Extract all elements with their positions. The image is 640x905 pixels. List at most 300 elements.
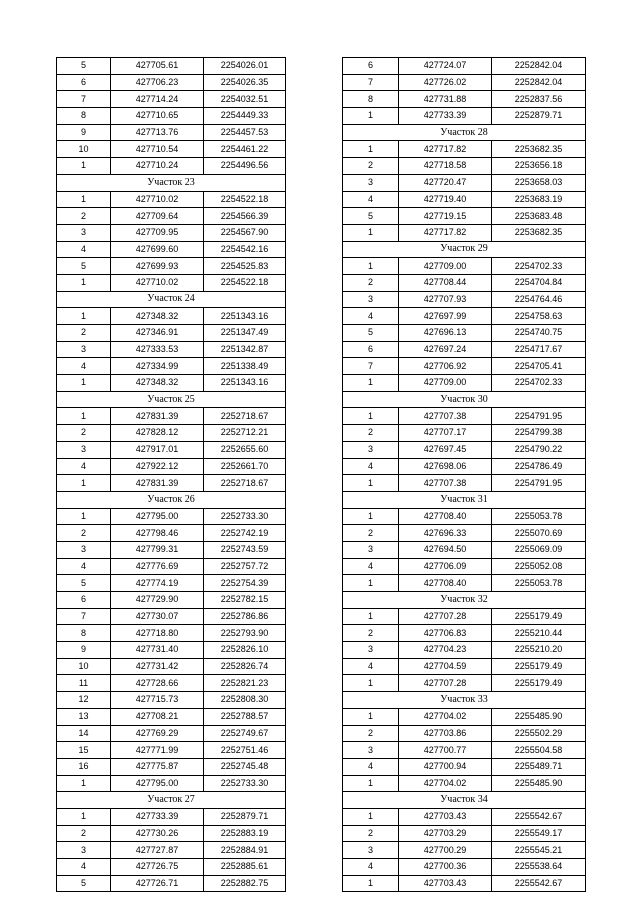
point-number-cell: 7	[343, 358, 399, 375]
y-coordinate-cell: 2255485.90	[492, 708, 586, 725]
point-number-cell: 1	[343, 224, 399, 241]
table-row	[343, 525, 586, 542]
y-coordinate-cell: 2252883.19	[204, 825, 286, 842]
y-coordinate-cell: 2251338.49	[204, 358, 286, 375]
point-number-cell: 2	[57, 425, 111, 442]
x-coordinate-cell: 427719.40	[399, 191, 492, 208]
table-row	[57, 725, 286, 742]
y-coordinate-cell: 2254702.33	[492, 375, 586, 392]
section-title: Участок 27	[57, 792, 286, 809]
table-row	[343, 341, 586, 358]
point-number-cell: 1	[57, 775, 111, 792]
y-coordinate-cell: 2253682.35	[492, 141, 586, 158]
x-coordinate-cell: 427717.82	[399, 141, 492, 158]
x-coordinate-cell: 427710.24	[111, 158, 204, 175]
table-row	[343, 258, 586, 275]
x-coordinate-cell: 427713.76	[111, 124, 204, 141]
y-coordinate-cell: 2255210.44	[492, 625, 586, 642]
point-number-cell: 10	[57, 658, 111, 675]
table-row	[57, 341, 286, 358]
section-title: Участок 26	[57, 491, 286, 508]
table-row	[343, 742, 586, 759]
point-number-cell: 3	[57, 541, 111, 558]
table-row	[57, 859, 286, 876]
y-coordinate-cell: 2255210.20	[492, 642, 586, 659]
y-coordinate-cell: 2255053.78	[492, 575, 586, 592]
point-number-cell: 4	[343, 758, 399, 775]
point-number-cell: 10	[57, 141, 111, 158]
section-header-row	[57, 792, 286, 809]
table-row	[343, 825, 586, 842]
y-coordinate-cell: 2252661.70	[204, 458, 286, 475]
x-coordinate-cell: 427700.29	[399, 842, 492, 859]
table-row	[57, 592, 286, 609]
y-coordinate-cell: 2254740.75	[492, 325, 586, 342]
point-number-cell: 5	[57, 575, 111, 592]
x-coordinate-cell: 427730.07	[111, 608, 204, 625]
x-coordinate-cell: 427697.99	[399, 308, 492, 325]
x-coordinate-cell: 427708.40	[399, 508, 492, 525]
x-coordinate-cell: 427715.73	[111, 692, 204, 709]
point-number-cell: 3	[343, 441, 399, 458]
y-coordinate-cell: 2254026.01	[204, 58, 286, 75]
y-coordinate-cell: 2254705.41	[492, 358, 586, 375]
point-number-cell: 3	[343, 642, 399, 659]
table-row	[57, 842, 286, 859]
table-row	[343, 808, 586, 825]
point-number-cell: 2	[57, 825, 111, 842]
x-coordinate-cell: 427703.43	[399, 875, 492, 892]
x-coordinate-cell: 427703.29	[399, 825, 492, 842]
y-coordinate-cell: 2252826.74	[204, 658, 286, 675]
y-coordinate-cell: 2255052.08	[492, 558, 586, 575]
table-row	[57, 441, 286, 458]
table-row	[343, 558, 586, 575]
point-number-cell: 6	[57, 592, 111, 609]
point-number-cell: 9	[57, 124, 111, 141]
section-title: Участок 33	[343, 692, 586, 709]
point-number-cell: 4	[343, 658, 399, 675]
table-row	[343, 441, 586, 458]
point-number-cell: 15	[57, 742, 111, 759]
coordinates-table-right	[342, 57, 586, 892]
x-coordinate-cell: 427348.32	[111, 308, 204, 325]
table-row	[343, 508, 586, 525]
y-coordinate-cell: 2255542.67	[492, 808, 586, 825]
table-row	[57, 625, 286, 642]
point-number-cell: 2	[343, 274, 399, 291]
point-number-cell: 4	[57, 358, 111, 375]
section-header-row	[57, 491, 286, 508]
table-row	[57, 325, 286, 342]
point-number-cell: 7	[57, 608, 111, 625]
x-coordinate-cell: 427700.36	[399, 859, 492, 876]
x-coordinate-cell: 427700.77	[399, 742, 492, 759]
x-coordinate-cell: 427700.94	[399, 758, 492, 775]
x-coordinate-cell: 427694.50	[399, 541, 492, 558]
table-row	[57, 708, 286, 725]
x-coordinate-cell: 427731.40	[111, 642, 204, 659]
y-coordinate-cell: 2252743.59	[204, 541, 286, 558]
point-number-cell: 4	[57, 558, 111, 575]
y-coordinate-cell: 2255069.09	[492, 541, 586, 558]
y-coordinate-cell: 2252733.30	[204, 775, 286, 792]
x-coordinate-cell: 427726.75	[111, 859, 204, 876]
point-number-cell: 5	[343, 325, 399, 342]
table-row	[343, 141, 586, 158]
x-coordinate-cell: 427731.42	[111, 658, 204, 675]
point-number-cell: 4	[57, 859, 111, 876]
table-row	[343, 608, 586, 625]
table-row	[343, 758, 586, 775]
x-coordinate-cell: 427731.88	[399, 91, 492, 108]
y-coordinate-cell: 2252808.30	[204, 692, 286, 709]
point-number-cell: 1	[343, 475, 399, 492]
x-coordinate-cell: 427774.19	[111, 575, 204, 592]
point-number-cell: 1	[343, 708, 399, 725]
table-row	[57, 742, 286, 759]
y-coordinate-cell: 2252751.46	[204, 742, 286, 759]
coordinates-table-left	[56, 57, 286, 892]
y-coordinate-cell: 2254032.51	[204, 91, 286, 108]
table-row	[343, 358, 586, 375]
y-coordinate-cell: 2254717.67	[492, 341, 586, 358]
section-header-row	[57, 174, 286, 191]
table-row	[343, 224, 586, 241]
table-row	[343, 158, 586, 175]
point-number-cell: 14	[57, 725, 111, 742]
x-coordinate-cell: 427705.61	[111, 58, 204, 75]
section-header-row	[343, 391, 586, 408]
x-coordinate-cell: 427719.15	[399, 208, 492, 225]
section-header-row	[343, 592, 586, 609]
point-number-cell: 1	[57, 274, 111, 291]
x-coordinate-cell: 427733.39	[111, 808, 204, 825]
y-coordinate-cell: 2252842.04	[492, 58, 586, 75]
y-coordinate-cell: 2252655.60	[204, 441, 286, 458]
x-coordinate-cell: 427771.99	[111, 742, 204, 759]
point-number-cell: 9	[57, 642, 111, 659]
x-coordinate-cell: 427799.31	[111, 541, 204, 558]
point-number-cell: 4	[343, 558, 399, 575]
x-coordinate-cell: 427831.39	[111, 408, 204, 425]
x-coordinate-cell: 427704.59	[399, 658, 492, 675]
x-coordinate-cell: 427706.23	[111, 74, 204, 91]
y-coordinate-cell: 2255179.49	[492, 658, 586, 675]
x-coordinate-cell: 427708.21	[111, 708, 204, 725]
table-row	[57, 258, 286, 275]
point-number-cell: 6	[343, 341, 399, 358]
point-number-cell: 4	[57, 458, 111, 475]
section-title: Участок 34	[343, 792, 586, 809]
y-coordinate-cell: 2253683.19	[492, 191, 586, 208]
x-coordinate-cell: 427699.93	[111, 258, 204, 275]
y-coordinate-cell: 2254786.49	[492, 458, 586, 475]
point-number-cell: 2	[343, 625, 399, 642]
table-row	[343, 274, 586, 291]
y-coordinate-cell: 2255070.69	[492, 525, 586, 542]
x-coordinate-cell: 427708.44	[399, 274, 492, 291]
x-coordinate-cell: 427726.71	[111, 875, 204, 892]
table-row	[57, 141, 286, 158]
point-number-cell: 3	[57, 224, 111, 241]
x-coordinate-cell: 427710.02	[111, 274, 204, 291]
table-row	[343, 775, 586, 792]
y-coordinate-cell: 2254566.39	[204, 208, 286, 225]
table-row	[57, 475, 286, 492]
point-number-cell: 6	[57, 74, 111, 91]
y-coordinate-cell: 2254457.53	[204, 124, 286, 141]
x-coordinate-cell: 427698.06	[399, 458, 492, 475]
x-coordinate-cell: 427703.43	[399, 808, 492, 825]
table-row	[57, 375, 286, 392]
table-row	[57, 208, 286, 225]
table-row	[57, 642, 286, 659]
y-coordinate-cell: 2252754.39	[204, 575, 286, 592]
table-row	[57, 675, 286, 692]
y-coordinate-cell: 2255502.29	[492, 725, 586, 742]
y-coordinate-cell: 2254525.83	[204, 258, 286, 275]
table-row	[57, 124, 286, 141]
table-row	[57, 108, 286, 125]
point-number-cell: 1	[343, 608, 399, 625]
point-number-cell: 1	[343, 875, 399, 892]
point-number-cell: 7	[343, 74, 399, 91]
table-row	[57, 558, 286, 575]
y-coordinate-cell: 2254791.95	[492, 475, 586, 492]
x-coordinate-cell: 427769.29	[111, 725, 204, 742]
point-number-cell: 2	[343, 825, 399, 842]
y-coordinate-cell: 2254026.35	[204, 74, 286, 91]
table-row	[343, 375, 586, 392]
y-coordinate-cell: 2255549.17	[492, 825, 586, 842]
x-coordinate-cell: 427724.07	[399, 58, 492, 75]
table-row	[343, 308, 586, 325]
point-number-cell: 6	[343, 58, 399, 75]
x-coordinate-cell: 427726.02	[399, 74, 492, 91]
point-number-cell: 2	[343, 425, 399, 442]
x-coordinate-cell: 427334.99	[111, 358, 204, 375]
table-row	[57, 608, 286, 625]
x-coordinate-cell: 427697.24	[399, 341, 492, 358]
table-row	[57, 58, 286, 75]
table-row	[57, 458, 286, 475]
y-coordinate-cell: 2254764.46	[492, 291, 586, 308]
y-coordinate-cell: 2252882.75	[204, 875, 286, 892]
point-number-cell: 1	[57, 475, 111, 492]
x-coordinate-cell: 427348.32	[111, 375, 204, 392]
y-coordinate-cell: 2253682.35	[492, 224, 586, 241]
point-number-cell: 1	[343, 575, 399, 592]
point-number-cell: 2	[343, 158, 399, 175]
y-coordinate-cell: 2252718.67	[204, 408, 286, 425]
y-coordinate-cell: 2254799.38	[492, 425, 586, 442]
y-coordinate-cell: 2255504.58	[492, 742, 586, 759]
point-number-cell: 3	[57, 842, 111, 859]
x-coordinate-cell: 427727.87	[111, 842, 204, 859]
table-row	[57, 875, 286, 892]
x-coordinate-cell: 427717.82	[399, 224, 492, 241]
x-coordinate-cell: 427795.00	[111, 508, 204, 525]
table-row	[343, 108, 586, 125]
table-row	[57, 191, 286, 208]
x-coordinate-cell: 427696.33	[399, 525, 492, 542]
point-number-cell: 2	[343, 725, 399, 742]
y-coordinate-cell: 2255179.49	[492, 608, 586, 625]
y-coordinate-cell: 2254522.18	[204, 191, 286, 208]
point-number-cell: 1	[57, 508, 111, 525]
x-coordinate-cell: 427775.87	[111, 758, 204, 775]
point-number-cell: 4	[343, 458, 399, 475]
point-number-cell: 4	[343, 308, 399, 325]
x-coordinate-cell: 427718.58	[399, 158, 492, 175]
y-coordinate-cell: 2251343.16	[204, 308, 286, 325]
x-coordinate-cell: 427714.24	[111, 91, 204, 108]
point-number-cell: 3	[57, 441, 111, 458]
x-coordinate-cell: 427733.39	[399, 108, 492, 125]
table-row	[343, 74, 586, 91]
table-row	[343, 475, 586, 492]
point-number-cell: 4	[343, 859, 399, 876]
x-coordinate-cell: 427699.60	[111, 241, 204, 258]
table-row	[343, 91, 586, 108]
point-number-cell: 1	[343, 808, 399, 825]
point-number-cell: 1	[57, 408, 111, 425]
y-coordinate-cell: 2252884.91	[204, 842, 286, 859]
y-coordinate-cell: 2255179.49	[492, 675, 586, 692]
table-row	[343, 842, 586, 859]
x-coordinate-cell: 427709.00	[399, 258, 492, 275]
section-title: Участок 30	[343, 391, 586, 408]
table-row	[57, 308, 286, 325]
section-title: Участок 23	[57, 174, 286, 191]
section-header-row	[343, 692, 586, 709]
x-coordinate-cell: 427706.09	[399, 558, 492, 575]
section-header-row	[343, 241, 586, 258]
table-row	[57, 658, 286, 675]
x-coordinate-cell: 427697.45	[399, 441, 492, 458]
point-number-cell: 3	[57, 341, 111, 358]
table-row	[343, 708, 586, 725]
table-row	[57, 241, 286, 258]
y-coordinate-cell: 2255542.67	[492, 875, 586, 892]
table-row	[343, 575, 586, 592]
y-coordinate-cell: 2252821.23	[204, 675, 286, 692]
y-coordinate-cell: 2252757.72	[204, 558, 286, 575]
point-number-cell: 1	[343, 675, 399, 692]
point-number-cell: 7	[57, 91, 111, 108]
table-row	[343, 191, 586, 208]
x-coordinate-cell: 427776.69	[111, 558, 204, 575]
y-coordinate-cell: 2251347.49	[204, 325, 286, 342]
x-coordinate-cell: 427707.17	[399, 425, 492, 442]
x-coordinate-cell: 427917.01	[111, 441, 204, 458]
y-coordinate-cell: 2254496.56	[204, 158, 286, 175]
table-row	[343, 58, 586, 75]
point-number-cell: 4	[343, 191, 399, 208]
table-row	[343, 642, 586, 659]
point-number-cell: 1	[343, 375, 399, 392]
point-number-cell: 1	[57, 308, 111, 325]
table-row	[57, 425, 286, 442]
y-coordinate-cell: 2252733.30	[204, 508, 286, 525]
x-coordinate-cell: 427729.90	[111, 592, 204, 609]
y-coordinate-cell: 2251342.87	[204, 341, 286, 358]
point-number-cell: 3	[343, 742, 399, 759]
point-number-cell: 3	[343, 291, 399, 308]
y-coordinate-cell: 2252742.19	[204, 525, 286, 542]
y-coordinate-cell: 2254758.63	[492, 308, 586, 325]
x-coordinate-cell: 427707.38	[399, 475, 492, 492]
point-number-cell: 8	[343, 91, 399, 108]
section-title: Участок 24	[57, 291, 286, 308]
table-row	[57, 525, 286, 542]
point-number-cell: 5	[57, 258, 111, 275]
y-coordinate-cell: 2254567.90	[204, 224, 286, 241]
x-coordinate-cell: 427707.93	[399, 291, 492, 308]
x-coordinate-cell: 427333.53	[111, 341, 204, 358]
section-title: Участок 25	[57, 391, 286, 408]
x-coordinate-cell: 427730.26	[111, 825, 204, 842]
table-row	[343, 174, 586, 191]
table-row	[57, 408, 286, 425]
x-coordinate-cell: 427709.95	[111, 224, 204, 241]
y-coordinate-cell: 2252712.21	[204, 425, 286, 442]
table-row	[57, 158, 286, 175]
y-coordinate-cell: 2252793.90	[204, 625, 286, 642]
table-row	[343, 625, 586, 642]
x-coordinate-cell: 427795.00	[111, 775, 204, 792]
section-header-row	[343, 792, 586, 809]
section-title: Участок 28	[343, 124, 586, 141]
table-row	[343, 408, 586, 425]
y-coordinate-cell: 2252788.57	[204, 708, 286, 725]
point-number-cell: 8	[57, 625, 111, 642]
y-coordinate-cell: 2252782.15	[204, 592, 286, 609]
table-row	[57, 358, 286, 375]
x-coordinate-cell: 427710.02	[111, 191, 204, 208]
x-coordinate-cell: 427706.92	[399, 358, 492, 375]
point-number-cell: 2	[57, 325, 111, 342]
point-number-cell: 1	[57, 191, 111, 208]
point-number-cell: 13	[57, 708, 111, 725]
section-header-row	[343, 491, 586, 508]
y-coordinate-cell: 2255489.71	[492, 758, 586, 775]
y-coordinate-cell: 2255545.21	[492, 842, 586, 859]
y-coordinate-cell: 2254522.18	[204, 274, 286, 291]
point-number-cell: 1	[343, 108, 399, 125]
x-coordinate-cell: 427798.46	[111, 525, 204, 542]
x-coordinate-cell: 427710.54	[111, 141, 204, 158]
table-row	[343, 859, 586, 876]
point-number-cell: 4	[57, 241, 111, 258]
y-coordinate-cell: 2252879.71	[204, 808, 286, 825]
table-row	[57, 692, 286, 709]
y-coordinate-cell: 2254449.33	[204, 108, 286, 125]
x-coordinate-cell: 427346.91	[111, 325, 204, 342]
point-number-cell: 1	[343, 408, 399, 425]
y-coordinate-cell: 2254791.95	[492, 408, 586, 425]
point-number-cell: 1	[343, 508, 399, 525]
table-row	[57, 758, 286, 775]
point-number-cell: 5	[343, 208, 399, 225]
x-coordinate-cell: 427831.39	[111, 475, 204, 492]
y-coordinate-cell: 2252826.10	[204, 642, 286, 659]
section-header-row	[57, 291, 286, 308]
table-row	[57, 825, 286, 842]
section-title: Участок 32	[343, 592, 586, 609]
point-number-cell: 12	[57, 692, 111, 709]
